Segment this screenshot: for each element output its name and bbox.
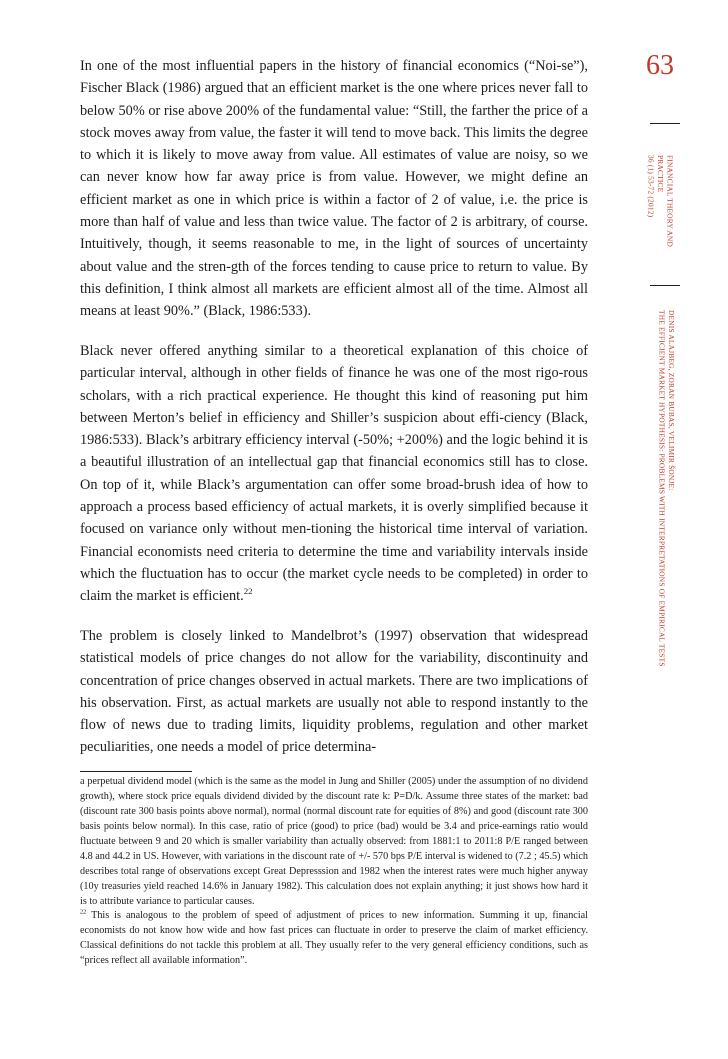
body-paragraph-2 bbox=[80, 340, 588, 608]
footnote-22-marker: 22 bbox=[80, 908, 87, 916]
body-paragraph-3: The problem is closely linked to Mandelbrot’s (1997) observation that widespread statistical models of price changes do not allow for the variability, discontinuity and concentration of price changes observed in actual markets. There are two implications of his observation. First, as actual markets are usually not able to respond instantly to the flow of news due to trading limits, liquidity problems, regulation and other market peculiarities, one needs a model of price determina- bbox=[80, 628, 588, 756]
article-title: THE EFFICIENT MARKET HYPOTHESIS: PROBLEMS WITH INTERPRETATIONS OF EMPIRICAL TESTS bbox=[657, 310, 667, 667]
article-authors: DENIS ALAJBEG, ZORAN BUBAS, VELIMIR ŠONJE: bbox=[667, 310, 676, 491]
footnote-22-text: This is analogous to the problem of speed of adjustment of prices to new information. Summing it up, financial economists do not know how wide and how fast prices can fluctuate in order to preserve the claim of market efficiency. Classical definitions do not tackle this problem at all. They usually refer to the very general efficiency conditions, such as “prices reflect all available information”. bbox=[80, 910, 588, 966]
journal-name-line2: PRACTICE bbox=[656, 155, 665, 193]
margin-rule-top bbox=[650, 123, 680, 124]
page-number: 63 bbox=[646, 50, 674, 81]
footnote-22 bbox=[80, 908, 588, 968]
journal-issue: 36 (1) 53-72 (2012) bbox=[646, 155, 656, 218]
footnote-separator bbox=[80, 771, 192, 772]
body-paragraph-2-text: Black never offered anything similar to a theoretical explanation of this choice of particular interval, although in other fields of finance he was one of the most rigo-rous scholars, with a rich practical experience. He thought this kind of reasoning put him between Merton’s belief in efficiency and Shiller’s suspicion about effi-ciency (Black, 1986:533). Black’s arbitrary efficiency interval (-50%; +200%) and the logic behind it is a beautiful illustration of an intellectual gap that financial economics still has to close. On top of it, while Black’s argumentation can offer some broad-brush idea of how to approach a process based efficiency of actual markets, it is overly simplified because it focused on variance only without men-tioning the historical time interval of variation. Financial economists need criteria to determine the time and variability intervals inside which the fluctuation has to occur (the market cycle needs to be completed) in order to claim the market is efficient. bbox=[80, 343, 588, 605]
footnote-ref-22: 22 bbox=[243, 586, 253, 597]
article-running-head bbox=[657, 310, 676, 667]
footnote-continued: a perpetual dividend model (which is the same as the model in Jung and Shiller (2005) under the assumption of no dividend growth), where stock price equals dividend divided by the discount rate k: P=D/k. Assume three states of the market: bad (discount rate 300 basis points above normal), normal (normal discount rate for equities of 8%) and good (discount rate 300 basis points below normal). In this case, ratio of price (good) to price (bad) would be 3.4 and price-earnings ratio would fluctuate between 9 and 20 which is smaller variability than actually observed: from 1881:1 to 2011:8 P/E ranged between 4.8 and 44.2 in US. However, with variations in the discount rate of +/- 570 bps P/E interval is widened to (7.2 ; 45.5) which describes total range of observations except Great Depresssion and 1982 when the interest rates were much higher anyway (10y treasuries yield reached 14.6% in January 1982). This calculation does not explain anything; it just shows how hard it is to attribute variance to particular causes. bbox=[80, 776, 588, 907]
journal-name-line1: FINANCIAL THEORY AND bbox=[665, 155, 675, 248]
body-paragraph-1: In one of the most influential papers in the history of financial economics (“Noi-se”), Fischer Black (1986) argued that an efficient market is the one where prices never fall to below 50% or rise above 200% of the fundamental value: “Still, the farther the price of a stock moves away from value, the faster it will tend to move back. This limits the degree to which it is likely to move away from value. All estimates of value are noisy, so we can never know how far away price is from value. However, we might define an efficient market as one in which price is within a factor of 2 of value, i.e. the price is more than half of value and less than twice value. The factor of 2 is arbitrary, of course. Intuitively, though, it seems reasonable to me, in the light of sources of uncertainty about value and the stren-gth of the forces tending to cause price to return to value. By this definition, I think almost all markets are efficient almost all of the time. Almost all means at least 90%.” (Black, 1986:533). bbox=[80, 58, 588, 320]
margin-rule-bottom bbox=[650, 285, 680, 286]
journal-running-head bbox=[646, 155, 675, 247]
